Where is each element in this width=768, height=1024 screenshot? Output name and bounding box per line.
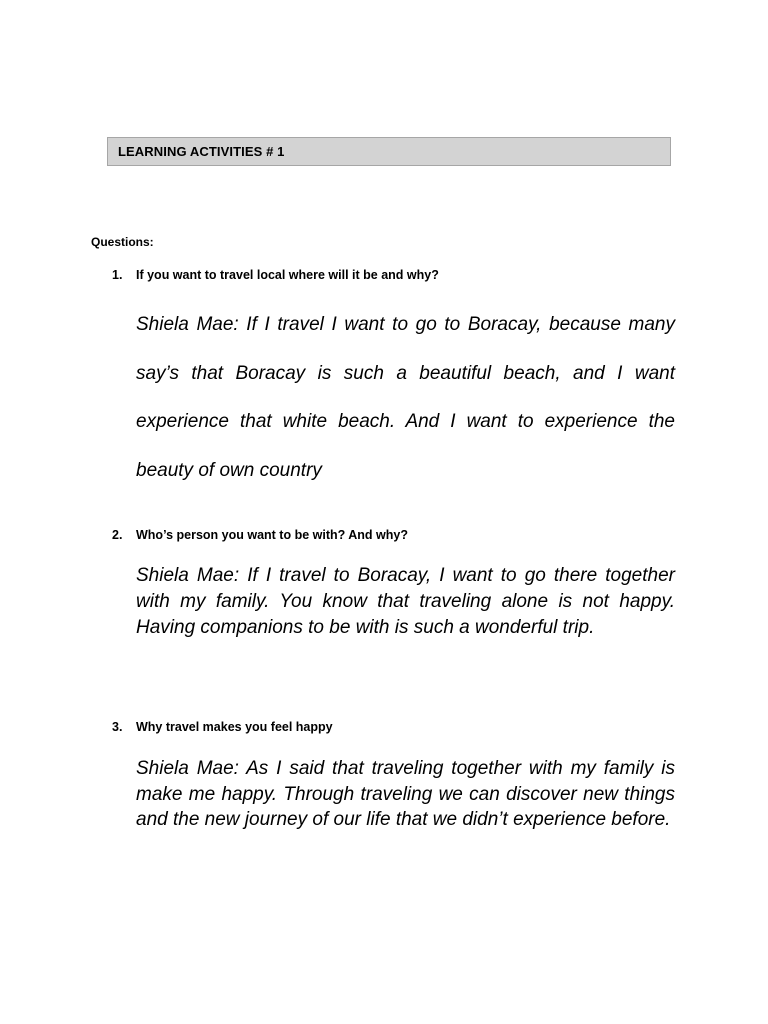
question-number: 3.: [112, 720, 123, 734]
activity-title-box: [107, 137, 671, 166]
answer-1: Shiela Mae: If I travel I want to go to Boracay, because many say’s that Boracay is such a beautiful beach, and I want experience that white beach. And I want to experience the beauty of own country: [136, 314, 675, 481]
question-1: [112, 268, 439, 282]
question-text: Who’s person you want to be with? And why?: [136, 528, 408, 542]
answer-2: Shiela Mae: If I travel to Boracay, I want to go there together with my family. You know that traveling alone is not happy. Having companions to be with is such a wonderful trip.: [136, 565, 675, 638]
questions-label: Questions:: [91, 235, 154, 249]
question-3: [112, 720, 333, 734]
question-2: [112, 528, 408, 542]
question-text: If you want to travel local where will it be and why?: [136, 268, 439, 282]
activity-title: LEARNING ACTIVITIES # 1: [118, 144, 285, 159]
question-number: 2.: [112, 528, 123, 542]
question-text: Why travel makes you feel happy: [136, 720, 333, 734]
question-number: 1.: [112, 268, 123, 282]
answer-3: Shiela Mae: As I said that traveling together with my family is make me happy. Through traveling we can discover new things and the new journey of our life that we didn’t experience before.: [136, 758, 675, 830]
